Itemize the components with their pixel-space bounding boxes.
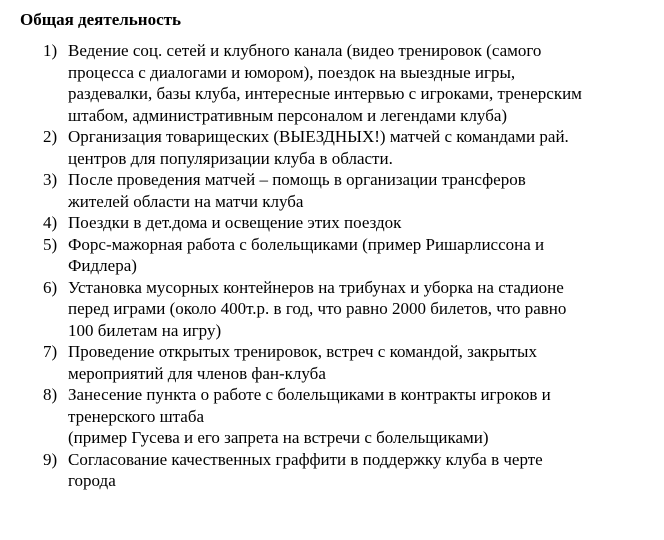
list-item-text-line: центров для популяризации клуба в области. <box>68 148 393 168</box>
list-item-number: 7) <box>43 342 58 361</box>
list-item <box>0 384 664 449</box>
list-item-text-line: процесса с диалогами и юмором), поездок на выездные игры, <box>68 62 516 82</box>
document-title: Общая деятельность <box>20 10 181 29</box>
list-item-text-line: Форс-мажорная работа с болельщиками (пример Ришарлиссона и <box>68 234 545 254</box>
list-item-number: 8) <box>43 385 58 404</box>
list-item <box>0 126 664 169</box>
list-item-text-line: города <box>68 471 116 490</box>
list-item-text-line: тренерского штаба <box>68 406 205 426</box>
list-item <box>0 449 664 492</box>
list-item-number: 3) <box>43 170 58 189</box>
list-item-text-line: Установка мусорных контейнеров на трибунах и уборка на стадионе <box>68 277 564 297</box>
list-item-text-line: (пример Гусева и его запрета на встречи с болельщиками) <box>68 428 489 447</box>
list-item-text-line: Занесение пункта о работе с болельщиками в контракты игроков и <box>68 385 551 404</box>
list-item-text-line: Фидлера) <box>68 256 137 275</box>
list-item <box>0 234 664 277</box>
list-item-text-line: штабом, административным персоналом и легендами клуба) <box>68 105 508 125</box>
list-item-text-line: жителей области на матчи клуба <box>68 191 304 211</box>
list-item-text-line: Организация товарищеских (ВЫЕЗДНЫХ!) матчей с командами рай. <box>68 127 569 146</box>
list-item-number: 9) <box>43 449 58 469</box>
list-item-number: 5) <box>43 234 58 254</box>
list-item-text-line: Согласование качественных граффити в поддержку клуба в черте <box>68 449 543 469</box>
list-item <box>0 212 664 234</box>
activity-list <box>0 40 664 492</box>
list-item <box>0 40 664 126</box>
list-item-text-line: Ведение соц. сетей и клубного канала (видео тренировок (самого <box>68 41 542 60</box>
list-item-text-line: 100 билетам на игру) <box>68 320 222 340</box>
list-item-text-line: После проведения матчей – помощь в организации трансферов <box>68 170 526 189</box>
list-item-text-line: Поездки в дет.дома и освещение этих поездок <box>68 213 402 232</box>
list-item-number: 1) <box>43 41 58 60</box>
list-item-text-line: перед играми (около 400т.р. в год, что равно 2000 билетов, что равно <box>68 299 567 318</box>
list-item-number: 6) <box>43 277 58 297</box>
list-item-text-line: мероприятий для членов фан-клуба <box>68 363 326 383</box>
list-item <box>0 341 664 384</box>
list-item-text-line: Проведение открытых тренировок, встреч с командой, закрытых <box>68 342 537 361</box>
list-item <box>0 277 664 342</box>
list-item-number: 2) <box>43 127 58 146</box>
list-item-number: 4) <box>43 213 58 232</box>
list-item-text-line: раздевалки, базы клуба, интересные интервью с игроками, тренерским <box>68 84 582 103</box>
list-item <box>0 169 664 212</box>
